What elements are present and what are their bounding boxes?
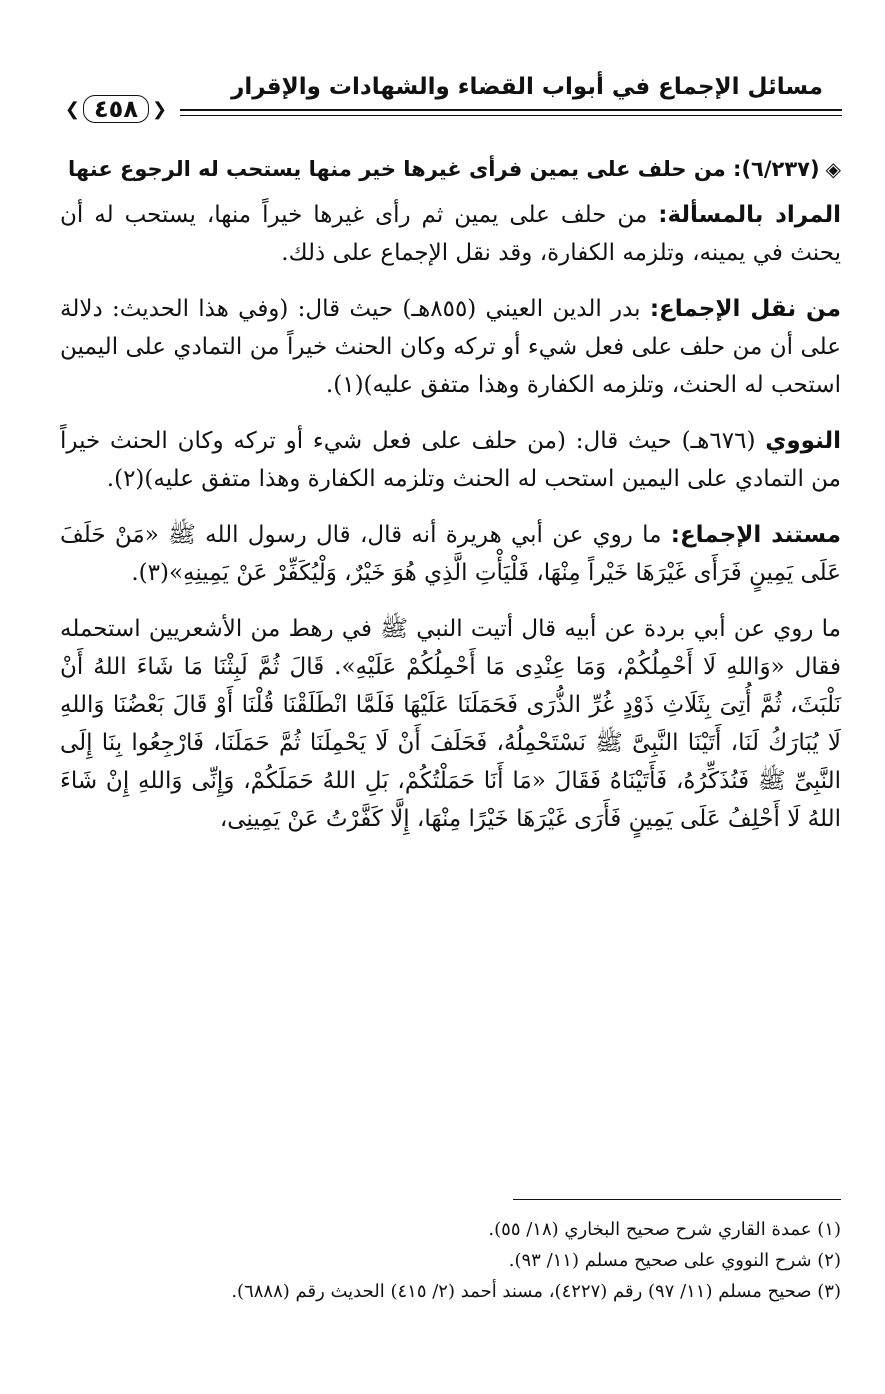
paragraph-text: (٦٧٦هـ) حيث قال: (من حلف على فعل شيء أو تركه وكان الحنث خيراً من التمادي على اليمين استحب له الحنث وتلزمه الكفارة وهذا متفق عليه)(٢). <box>60 428 841 492</box>
running-title: مسائل الإجماع في أبواب القضاء والشهادات والإقرار <box>231 74 823 100</box>
footnote: (٣) صحيح مسلم (١١/ ٩٧) رقم (٤٢٢٧)، مسند أحمد (٢/ ٤١٥) الحديث رقم (٦٨٨٨). <box>231 1281 841 1302</box>
paragraph-consensus-transmitter <box>60 290 841 404</box>
footnote: (١) عمدة القاري شرح صحيح البخاري (١٨/ ٥٥). <box>488 1219 841 1240</box>
paragraph-lead: مستند الإجماع: <box>670 522 841 548</box>
footnote-divider <box>513 1199 841 1200</box>
paragraph-lead: من نقل الإجماع: <box>649 296 841 322</box>
diamond-icon: ◈ <box>825 157 841 181</box>
footnote: (٢) شرح النووي على صحيح مسلم (١١/ ٩٣). <box>508 1250 841 1271</box>
paragraph-lead: النووي <box>765 428 841 454</box>
paragraph-text: ما روي عن أبي بردة عن أبيه قال أتيت النبي ﷺ في رهط من الأشعريين استحمله فقال «وَاللهِ لَا أَحْمِلُكُمْ، وَمَا عِنْدِى مَا أَحْمِلُكُمْ عَلَيْهِ». قَالَ ثُمَّ لَبِثْنَا مَا شَاءَ اللهُ أَنْ نَلْبَثَ، ثُمَّ أُتِىَ بِثَلَاثِ ذَوْدٍ غُرِّ الذُّرَى فَحَمَلَنَا عَلَيْهَا فَلَمَّا انْطَلَقْنَا قُلْنَا أَوْ قَالَ بَعْضُنَا وَاللهِ لَا يُبَارَكُ لَنَا، أَتَيْنَا النَّبِىَّ ﷺ نَسْتَحْمِلُهُ، فَحَلَفَ أَنْ لَا يَحْمِلَنَا ثُمَّ حَمَلَنَا، فَارْجِعُوا بِنَا إِلَى النَّبِىِّ ﷺ فَنُذَكِّرُهُ، فَأَتَيْنَاهُ فَقَالَ «مَا أَنَا حَمَلْتُكُمْ، بَلِ اللهُ حَمَلَكُمْ، وَإِنِّى وَاللهِ إِنْ شَاءَ اللهُ لَا أَحْلِفُ عَلَى يَمِينٍ فَأَرَى غَيْرَهَا خَيْرًا مِنْهَا، إِلَّا كَفَّرْتُ عَنْ يَمِينِى، <box>60 616 841 832</box>
paragraph-text: من حلف على يمين ثم رأى غيرها خيراً منها، يستحب له أن يحنث في يمينه، وتلزمه الكفارة، وقد نقل الإجماع على ذلك. <box>60 202 841 266</box>
page-number-frame <box>52 93 180 125</box>
paragraph-intended-meaning <box>60 196 841 272</box>
ornament-left-icon: ❮ <box>64 98 81 120</box>
footnotes <box>60 1214 841 1307</box>
paragraph-text: ما روي عن أبي هريرة أنه قال، قال رسول الله ﷺ «مَنْ حَلَفَ عَلَى يَمِينٍ فَرَأَى غَيْرَهَا خَيْراً مِنْهَا، فَلْيَأْتِ الَّذِي هُوَ خَيْرٌ، وَلْيُكَفِّرْ عَنْ يَمِينِهِ»(٣). <box>60 522 841 586</box>
paragraph-abu-burda-hadith <box>60 610 841 838</box>
issue-heading-text: (٦/٢٣٧): من حلف على يمين فرأى غيرها خير منها يستحب له الرجوع عنها <box>68 157 820 181</box>
page-body <box>60 150 841 838</box>
issue-heading <box>60 150 841 188</box>
paragraph-text: بدر الدين العيني (٨٥٥هـ) حيث قال: (وفي هذا الحديث: دلالة على أن من حلف على فعل شيء أو تركه وكان الحنث خيراً من التمادي على اليمين استحب له الحنث، وتلزمه الكفارة وهذا متفق عليه)(١). <box>60 296 841 398</box>
paragraph-lead: المراد بالمسألة: <box>658 202 842 228</box>
paragraph-consensus-basis <box>60 516 841 592</box>
ornament-right-icon: ❯ <box>151 98 168 120</box>
paragraph-nawawi <box>60 422 841 498</box>
page-number: ٤٥٨ <box>83 95 149 123</box>
